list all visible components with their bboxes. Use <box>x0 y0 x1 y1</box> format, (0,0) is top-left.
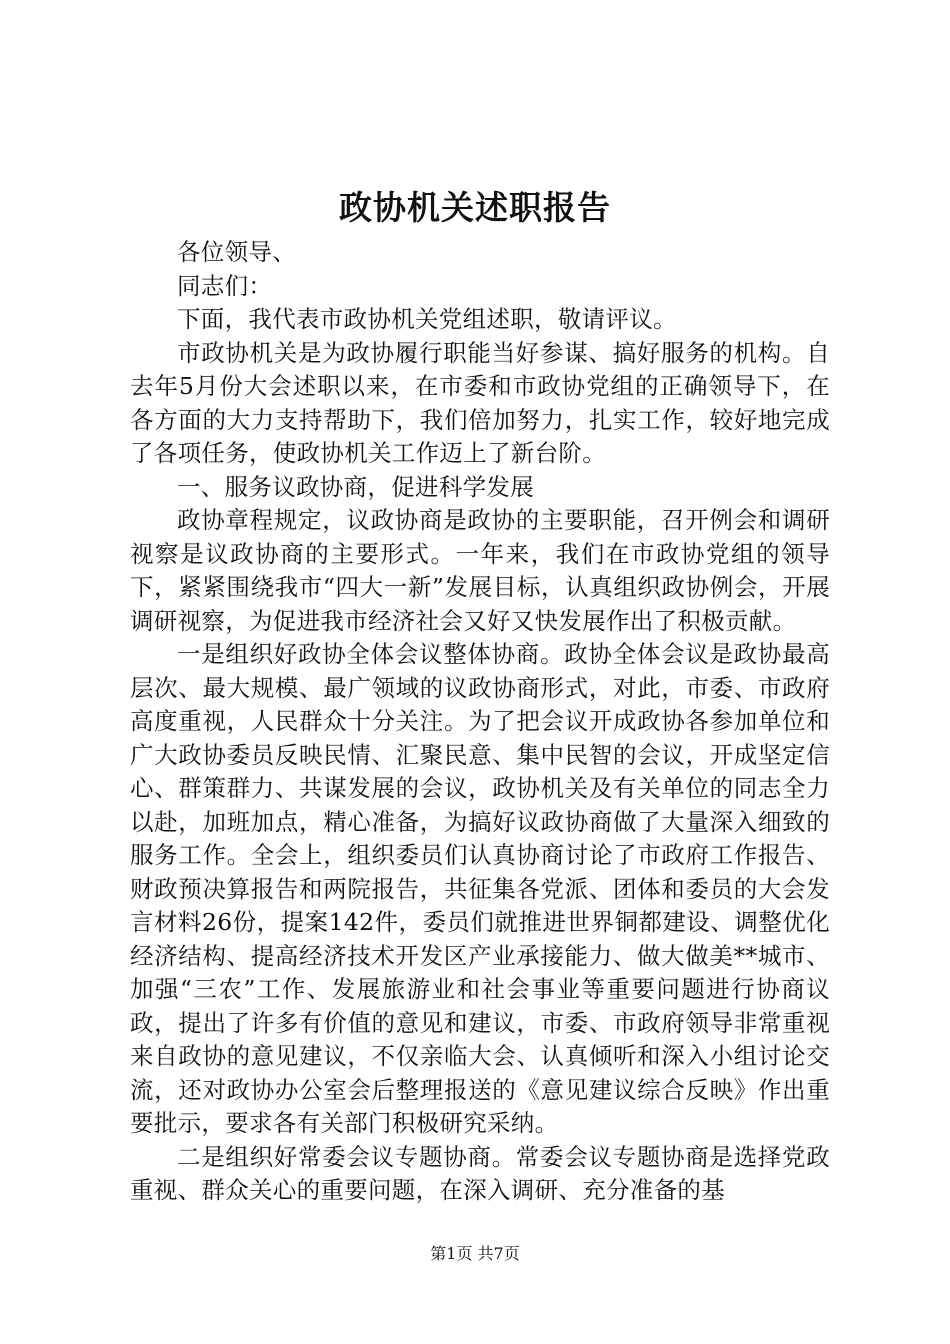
section-1-point-1-paragraph: 一是组织好政协全体会议整体协商。政协全体会议是政协最高层次、最大规模、最广领域的议政协商形式，对此，市委、市政府高度重视，人民群众十分关注。为了把会议开成政协各参加单位和广大政协委员反映民情、汇聚民意、集中民智的会议，开成坚定信心、群策群力、共谋发展的会议，政协机关及有关单位的同志全力以赴，加班加点，精心准备，为搞好议政协商做了大量深入细致的服务工作。全会上，组织委员们认真协商讨论了市政府工作报告、财政预决算报告和两院报告，共征集各党派、团体和委员的大会发言材料26份，提案142件，委员们就推进世界铜都建设、调整优化经济结构、提高经济技术开发区产业承接能力、做大做美**城市、加强“三农”工作、发展旅游业和社会事业等重要问题进行协商议政，提出了许多有价值的意见和建议，市委、市政府领导非常重视来自政协的意见建议，不仅亲临大会、认真倾听和深入小组讨论交流，还对政协办公室会后整理报送的《意见建议综合反映》作出重要批示，要求各有关部门积极研究采纳。 <box>130 640 830 1137</box>
overview-paragraph: 市政协机关是为政协履行职能当好参谋、搞好服务的机构。自去年5月份大会述职以来，在市委和市政协党组的正确领导下，在各方面的大力支持帮助下，我们倍加努力，扎实工作，较好地完成了各项任务，使政协机关工作迈上了新台阶。 <box>130 338 830 467</box>
section-heading-1: 一、服务议政协商，促进科学发展 <box>177 472 534 501</box>
salutation-line-2: 同志们： <box>177 271 273 300</box>
page-number-footer: 第1页 共7页 <box>430 1244 520 1263</box>
intro-paragraph: 下面，我代表市政协机关党组述职，敬请评议。 <box>177 305 677 333</box>
section-1-point-2-paragraph: 二是组织好常委会议专题协商。常委会议专题协商是选择党政重视、群众关心的重要问题，在深入调研、充分准备的基 <box>130 1142 830 1204</box>
document-body <box>130 236 830 1208</box>
salutation-line-1: 各位领导、 <box>177 238 296 266</box>
section-1-intro-paragraph: 政协章程规定，议政协商是政协的主要职能，召开例会和调研视察是议政协商的主要形式。一年来，我们在市政协党组的领导下，紧紧围绕我市“四大一新”发展目标，认真组织政协例会，开展调研视察，为促进我市经济社会又好又快发展作出了积极贡献。 <box>130 506 830 635</box>
document-title: 政协机关述职报告 <box>339 188 611 227</box>
